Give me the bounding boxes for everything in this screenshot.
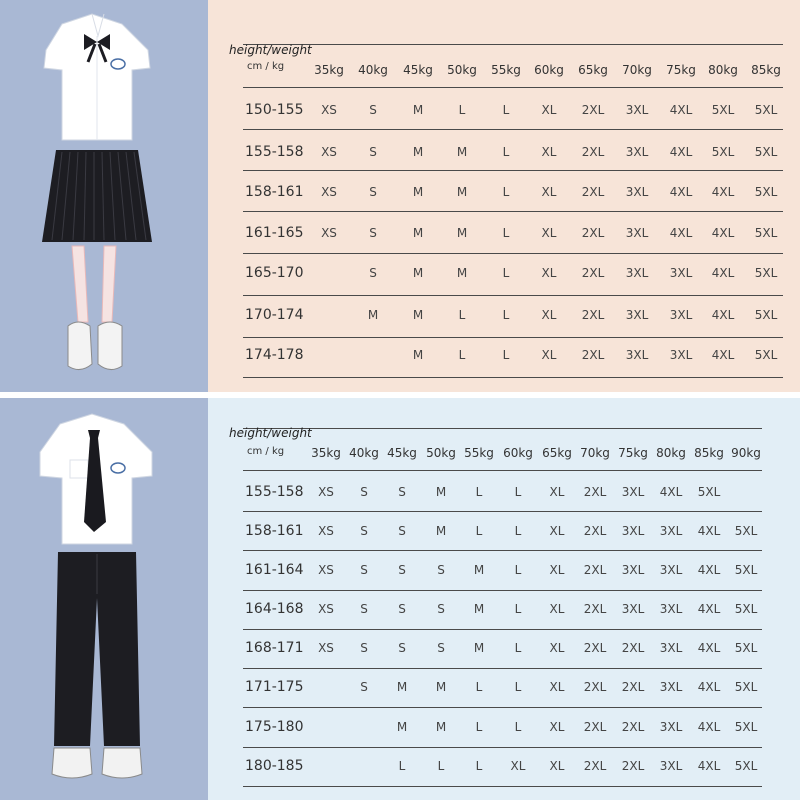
size-cell: M — [435, 680, 447, 694]
size-cell: XS — [318, 602, 334, 616]
size-cell: 5XL — [734, 602, 758, 616]
size-cell: M — [412, 266, 424, 280]
table-rule — [243, 87, 783, 88]
size-cell: XL — [541, 266, 557, 280]
size-cell: S — [369, 266, 377, 280]
table-rule — [243, 470, 762, 471]
size-cell: 5XL — [734, 720, 758, 734]
size-cell: XL — [549, 641, 565, 655]
height-row-label: 150-155 — [245, 102, 304, 118]
size-cell: 3XL — [625, 266, 649, 280]
size-cell: 3XL — [659, 759, 683, 773]
size-cell: L — [458, 103, 466, 117]
size-cell: 4XL — [669, 145, 693, 159]
size-cell: M — [456, 226, 468, 240]
size-cell: 2XL — [583, 680, 607, 694]
size-cell: L — [475, 680, 483, 694]
size-cell: 4XL — [711, 226, 735, 240]
size-cell: 2XL — [581, 185, 605, 199]
size-cell: 3XL — [659, 680, 683, 694]
size-cell: 2XL — [581, 226, 605, 240]
size-cell: XL — [510, 759, 526, 773]
weight-column-header: 85kg — [694, 446, 724, 460]
size-cell: 4XL — [697, 563, 721, 577]
size-cell: 4XL — [697, 759, 721, 773]
size-cell: M — [412, 348, 424, 362]
size-cell: M — [456, 145, 468, 159]
weight-column-header: 35kg — [311, 446, 341, 460]
size-cell: 4XL — [711, 185, 735, 199]
size-cell: L — [514, 485, 522, 499]
height-row-label: 171-175 — [245, 679, 304, 695]
size-cell: 4XL — [711, 308, 735, 322]
size-cell: L — [475, 759, 483, 773]
size-cell: S — [398, 563, 406, 577]
size-cell: L — [502, 348, 510, 362]
weight-column-header: 55kg — [464, 446, 494, 460]
table-rule — [243, 377, 783, 378]
size-cell: S — [369, 185, 377, 199]
height-row-label: 155-158 — [245, 144, 304, 160]
size-cell: 3XL — [669, 308, 693, 322]
size-cell: XS — [318, 641, 334, 655]
size-cell: 2XL — [621, 680, 645, 694]
size-cell: 5XL — [754, 226, 778, 240]
size-cell: 3XL — [625, 348, 649, 362]
size-cell: S — [398, 485, 406, 499]
size-cell: S — [369, 226, 377, 240]
table-rule — [243, 129, 783, 130]
table-rule — [243, 337, 783, 338]
size-cell: 2XL — [583, 485, 607, 499]
size-cell: XL — [541, 308, 557, 322]
table-rule — [243, 511, 762, 512]
size-cell: S — [398, 524, 406, 538]
size-cell: L — [458, 348, 466, 362]
girls-uniform-figure — [0, 0, 208, 392]
size-cell: 3XL — [625, 145, 649, 159]
size-cell: S — [398, 602, 406, 616]
size-cell: XS — [321, 226, 337, 240]
size-cell: 3XL — [669, 348, 693, 362]
size-cell: 3XL — [659, 720, 683, 734]
height-row-label: 174-178 — [245, 347, 304, 363]
weight-column-header: 70kg — [622, 63, 652, 77]
size-cell: 3XL — [669, 266, 693, 280]
size-cell: L — [514, 563, 522, 577]
size-cell: M — [473, 641, 485, 655]
size-cell: XS — [318, 524, 334, 538]
size-cell: 5XL — [711, 103, 735, 117]
size-cell: 3XL — [659, 524, 683, 538]
size-cell: M — [435, 485, 447, 499]
size-cell: 3XL — [659, 641, 683, 655]
size-cell: XS — [321, 185, 337, 199]
size-cell: 2XL — [583, 641, 607, 655]
size-cell: S — [360, 485, 368, 499]
size-cell: 4XL — [669, 226, 693, 240]
size-cell: M — [435, 720, 447, 734]
size-cell: L — [475, 720, 483, 734]
size-cell: XL — [549, 602, 565, 616]
size-cell: 3XL — [625, 308, 649, 322]
table-rule — [243, 211, 783, 212]
height-row-label: 170-174 — [245, 307, 304, 323]
size-cell: L — [458, 308, 466, 322]
size-cell: M — [412, 226, 424, 240]
size-cell: 5XL — [754, 308, 778, 322]
weight-column-header: 80kg — [656, 446, 686, 460]
size-cell: 3XL — [625, 185, 649, 199]
weight-column-header: 75kg — [666, 63, 696, 77]
size-cell: S — [398, 641, 406, 655]
size-cell: XL — [541, 348, 557, 362]
height-row-label: 161-165 — [245, 225, 304, 241]
size-cell: S — [369, 145, 377, 159]
size-cell: 5XL — [734, 641, 758, 655]
size-cell: L — [502, 266, 510, 280]
size-cell: L — [437, 759, 445, 773]
size-cell: 3XL — [621, 524, 645, 538]
size-cell: XL — [549, 680, 565, 694]
size-cell: 5XL — [734, 563, 758, 577]
height-row-label: 165-170 — [245, 265, 304, 281]
size-cell: 3XL — [621, 563, 645, 577]
size-cell: M — [473, 563, 485, 577]
size-chart-panel-boys — [0, 398, 800, 800]
weight-column-header: 65kg — [542, 446, 572, 460]
size-cell: 2XL — [581, 103, 605, 117]
height-row-label: 164-168 — [245, 601, 304, 617]
size-cell: 2XL — [581, 145, 605, 159]
size-cell: L — [514, 641, 522, 655]
weight-column-header: 45kg — [403, 63, 433, 77]
boys-uniform-figure — [0, 398, 208, 800]
size-cell: 2XL — [621, 759, 645, 773]
size-cell: XL — [549, 759, 565, 773]
height-row-label: 158-161 — [245, 184, 304, 200]
size-cell: 3XL — [659, 602, 683, 616]
size-cell: 2XL — [583, 524, 607, 538]
weight-column-header: 60kg — [534, 63, 564, 77]
size-cell: 4XL — [697, 524, 721, 538]
size-cell: 4XL — [711, 266, 735, 280]
height-row-label: 155-158 — [245, 484, 304, 500]
size-cell: 5XL — [697, 485, 721, 499]
weight-column-header: 50kg — [426, 446, 456, 460]
size-cell: XL — [549, 563, 565, 577]
size-cell: XL — [541, 103, 557, 117]
size-cell: L — [502, 145, 510, 159]
size-cell: 3XL — [625, 226, 649, 240]
table-rule — [243, 170, 783, 171]
height-row-label: 158-161 — [245, 523, 304, 539]
table-rule — [243, 707, 762, 708]
uniform-illustration-girls — [0, 0, 208, 392]
corner-label-height-weight: height/weight — [229, 43, 312, 57]
size-cell: 2XL — [583, 563, 607, 577]
size-cell: L — [502, 103, 510, 117]
size-cell: 4XL — [711, 348, 735, 362]
size-chart-panel-girls — [0, 0, 800, 392]
weight-column-header: 90kg — [731, 446, 761, 460]
weight-column-header: 40kg — [349, 446, 379, 460]
size-cell: L — [502, 185, 510, 199]
size-cell: 5XL — [754, 185, 778, 199]
weight-column-header: 50kg — [447, 63, 477, 77]
size-cell: XL — [541, 185, 557, 199]
size-cell: S — [360, 641, 368, 655]
weight-column-header: 70kg — [580, 446, 610, 460]
size-cell: 2XL — [583, 759, 607, 773]
corner-label-height-weight: height/weight — [229, 426, 312, 440]
size-cell: XL — [549, 485, 565, 499]
size-cell: M — [456, 185, 468, 199]
size-cell: 5XL — [754, 145, 778, 159]
size-cell: L — [514, 680, 522, 694]
size-cell: M — [412, 103, 424, 117]
size-cell: 2XL — [583, 602, 607, 616]
size-cell: XS — [318, 485, 334, 499]
size-cell: XS — [321, 103, 337, 117]
size-cell: M — [396, 680, 408, 694]
weight-column-header: 65kg — [578, 63, 608, 77]
size-cell: 5XL — [734, 759, 758, 773]
size-cell: 3XL — [625, 103, 649, 117]
size-cell: XL — [549, 524, 565, 538]
table-rule — [243, 428, 762, 429]
size-cell: XL — [541, 226, 557, 240]
weight-column-header: 55kg — [491, 63, 521, 77]
size-cell: S — [437, 602, 445, 616]
table-rule — [243, 253, 783, 254]
size-cell: L — [398, 759, 406, 773]
size-cell: 4XL — [697, 602, 721, 616]
size-cell: M — [412, 145, 424, 159]
size-cell: 3XL — [621, 602, 645, 616]
size-cell: 4XL — [659, 485, 683, 499]
table-rule — [243, 44, 783, 45]
size-cell: 3XL — [621, 485, 645, 499]
size-cell: M — [412, 308, 424, 322]
size-cell: L — [514, 602, 522, 616]
size-cell: L — [502, 308, 510, 322]
size-cell: L — [514, 524, 522, 538]
size-cell: 2XL — [581, 348, 605, 362]
size-cell: 2XL — [581, 266, 605, 280]
weight-column-header: 40kg — [358, 63, 388, 77]
corner-label-units: cm / kg — [247, 446, 285, 457]
size-cell: S — [437, 641, 445, 655]
weight-column-header: 60kg — [503, 446, 533, 460]
size-cell: S — [369, 103, 377, 117]
size-cell: L — [475, 485, 483, 499]
table-rule — [243, 668, 762, 669]
size-cell: 5XL — [734, 524, 758, 538]
size-cell: 4XL — [697, 641, 721, 655]
size-cell: 5XL — [734, 680, 758, 694]
size-cell: S — [360, 524, 368, 538]
height-row-label: 168-171 — [245, 640, 304, 656]
size-cell: L — [514, 720, 522, 734]
size-cell: 2XL — [621, 720, 645, 734]
size-cell: M — [396, 720, 408, 734]
size-cell: S — [360, 602, 368, 616]
size-cell: 4XL — [669, 103, 693, 117]
size-cell: M — [473, 602, 485, 616]
uniform-illustration-boys — [0, 398, 208, 800]
size-cell: 2XL — [583, 720, 607, 734]
size-cell: M — [456, 266, 468, 280]
size-cell: M — [412, 185, 424, 199]
size-cell: M — [435, 524, 447, 538]
size-cell: 3XL — [659, 563, 683, 577]
size-cell: XS — [318, 563, 334, 577]
table-rule — [243, 590, 762, 591]
weight-column-header: 35kg — [314, 63, 344, 77]
size-cell: 5XL — [754, 348, 778, 362]
weight-column-header: 75kg — [618, 446, 648, 460]
size-cell: XS — [321, 145, 337, 159]
size-cell: 5XL — [754, 103, 778, 117]
size-cell: S — [360, 680, 368, 694]
weight-column-header: 45kg — [387, 446, 417, 460]
size-cell: XL — [541, 145, 557, 159]
size-cell: XL — [549, 720, 565, 734]
size-cell: S — [437, 563, 445, 577]
size-cell: L — [475, 524, 483, 538]
size-cell: 2XL — [581, 308, 605, 322]
size-cell: 4XL — [669, 185, 693, 199]
weight-column-header: 80kg — [708, 63, 738, 77]
size-cell: 4XL — [697, 680, 721, 694]
size-cell: M — [367, 308, 379, 322]
size-cell: 5XL — [711, 145, 735, 159]
size-cell: 2XL — [621, 641, 645, 655]
height-row-label: 180-185 — [245, 758, 304, 774]
table-rule — [243, 550, 762, 551]
height-row-label: 161-164 — [245, 562, 304, 578]
weight-column-header: 85kg — [751, 63, 781, 77]
corner-label-units: cm / kg — [247, 61, 285, 72]
table-rule — [243, 629, 762, 630]
height-row-label: 175-180 — [245, 719, 304, 735]
table-rule — [243, 747, 762, 748]
size-cell: S — [360, 563, 368, 577]
size-cell: 5XL — [754, 266, 778, 280]
table-rule — [243, 295, 783, 296]
size-cell: L — [502, 226, 510, 240]
size-cell: 4XL — [697, 720, 721, 734]
table-rule — [243, 786, 762, 787]
